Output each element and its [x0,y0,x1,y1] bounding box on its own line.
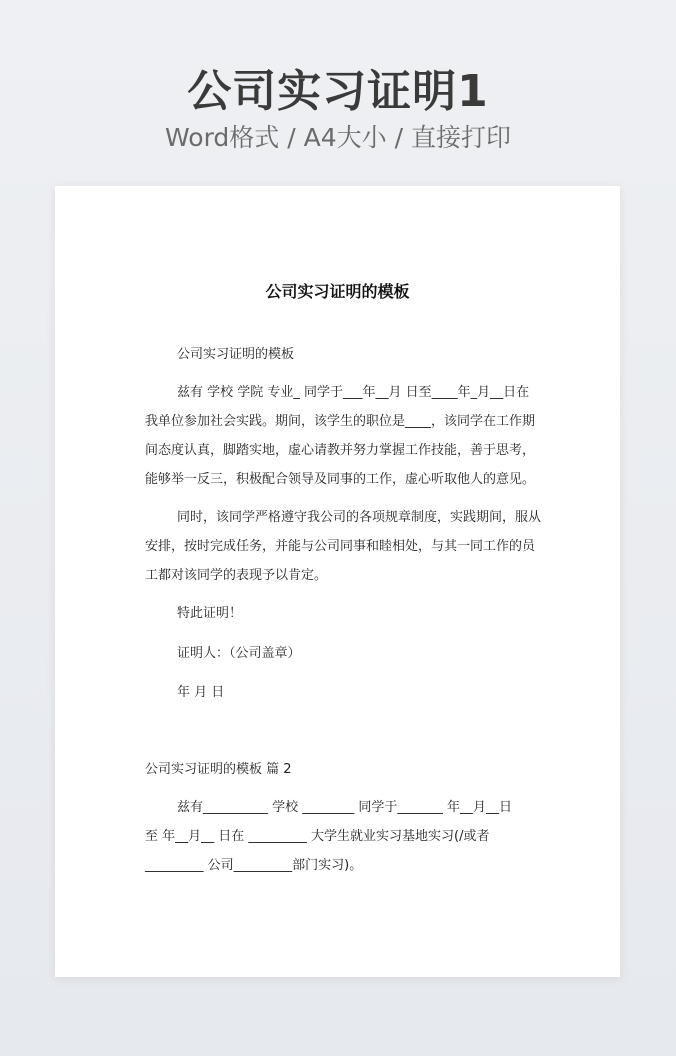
paragraph-line: 工都对该同学的表现予以肯定。 [145,568,328,583]
closing-line: 特此证明！ [177,606,243,621]
banner-subtitle: Word格式 / A4大小 / 直接打印 [165,123,511,152]
paragraph-line: 兹有__________ 学校 ________ 同学于_______ 年__月__日 [177,800,513,815]
document-title: 公司实习证明的模板 [265,282,410,301]
banner-title: 公司实习证明1 [187,66,489,117]
paragraph-line: 兹有 学校 学院 专业_ 同学于___年__月 日至____年_月__日在 [177,385,530,400]
paragraph-line: 安排，按时完成任务，并能与公司同事和睦相处，与其一同工作的员 [145,539,536,554]
section-heading: 公司实习证明的模板 篇 2 [145,762,292,777]
date-line: 年 月 日 [177,685,225,700]
paragraph-line: 我单位参加社会实践。期间，该学生的职位是____，该同学在工作期 [145,414,536,429]
paragraph-line: 间态度认真，脚踏实地，虚心请教并努力掌握工作技能，善于思考， [145,443,536,458]
paragraph-line: 至 年__月__ 日在 _________ 大学生就业实习基地实习(/或者 [145,829,490,844]
paragraph-line: 能够举一反三，积极配合领导及同事的工作，虚心听取他人的意见。 [145,472,536,487]
section-heading: 公司实习证明的模板 [177,347,295,362]
certifier-line: 证明人：（公司盖章） [177,646,301,661]
paragraph-line: _________ 公司_________部门实习)。 [145,858,363,873]
paragraph-line: 同时，该同学严格遵守我公司的各项规章制度，实践期间，服从 [177,510,542,525]
